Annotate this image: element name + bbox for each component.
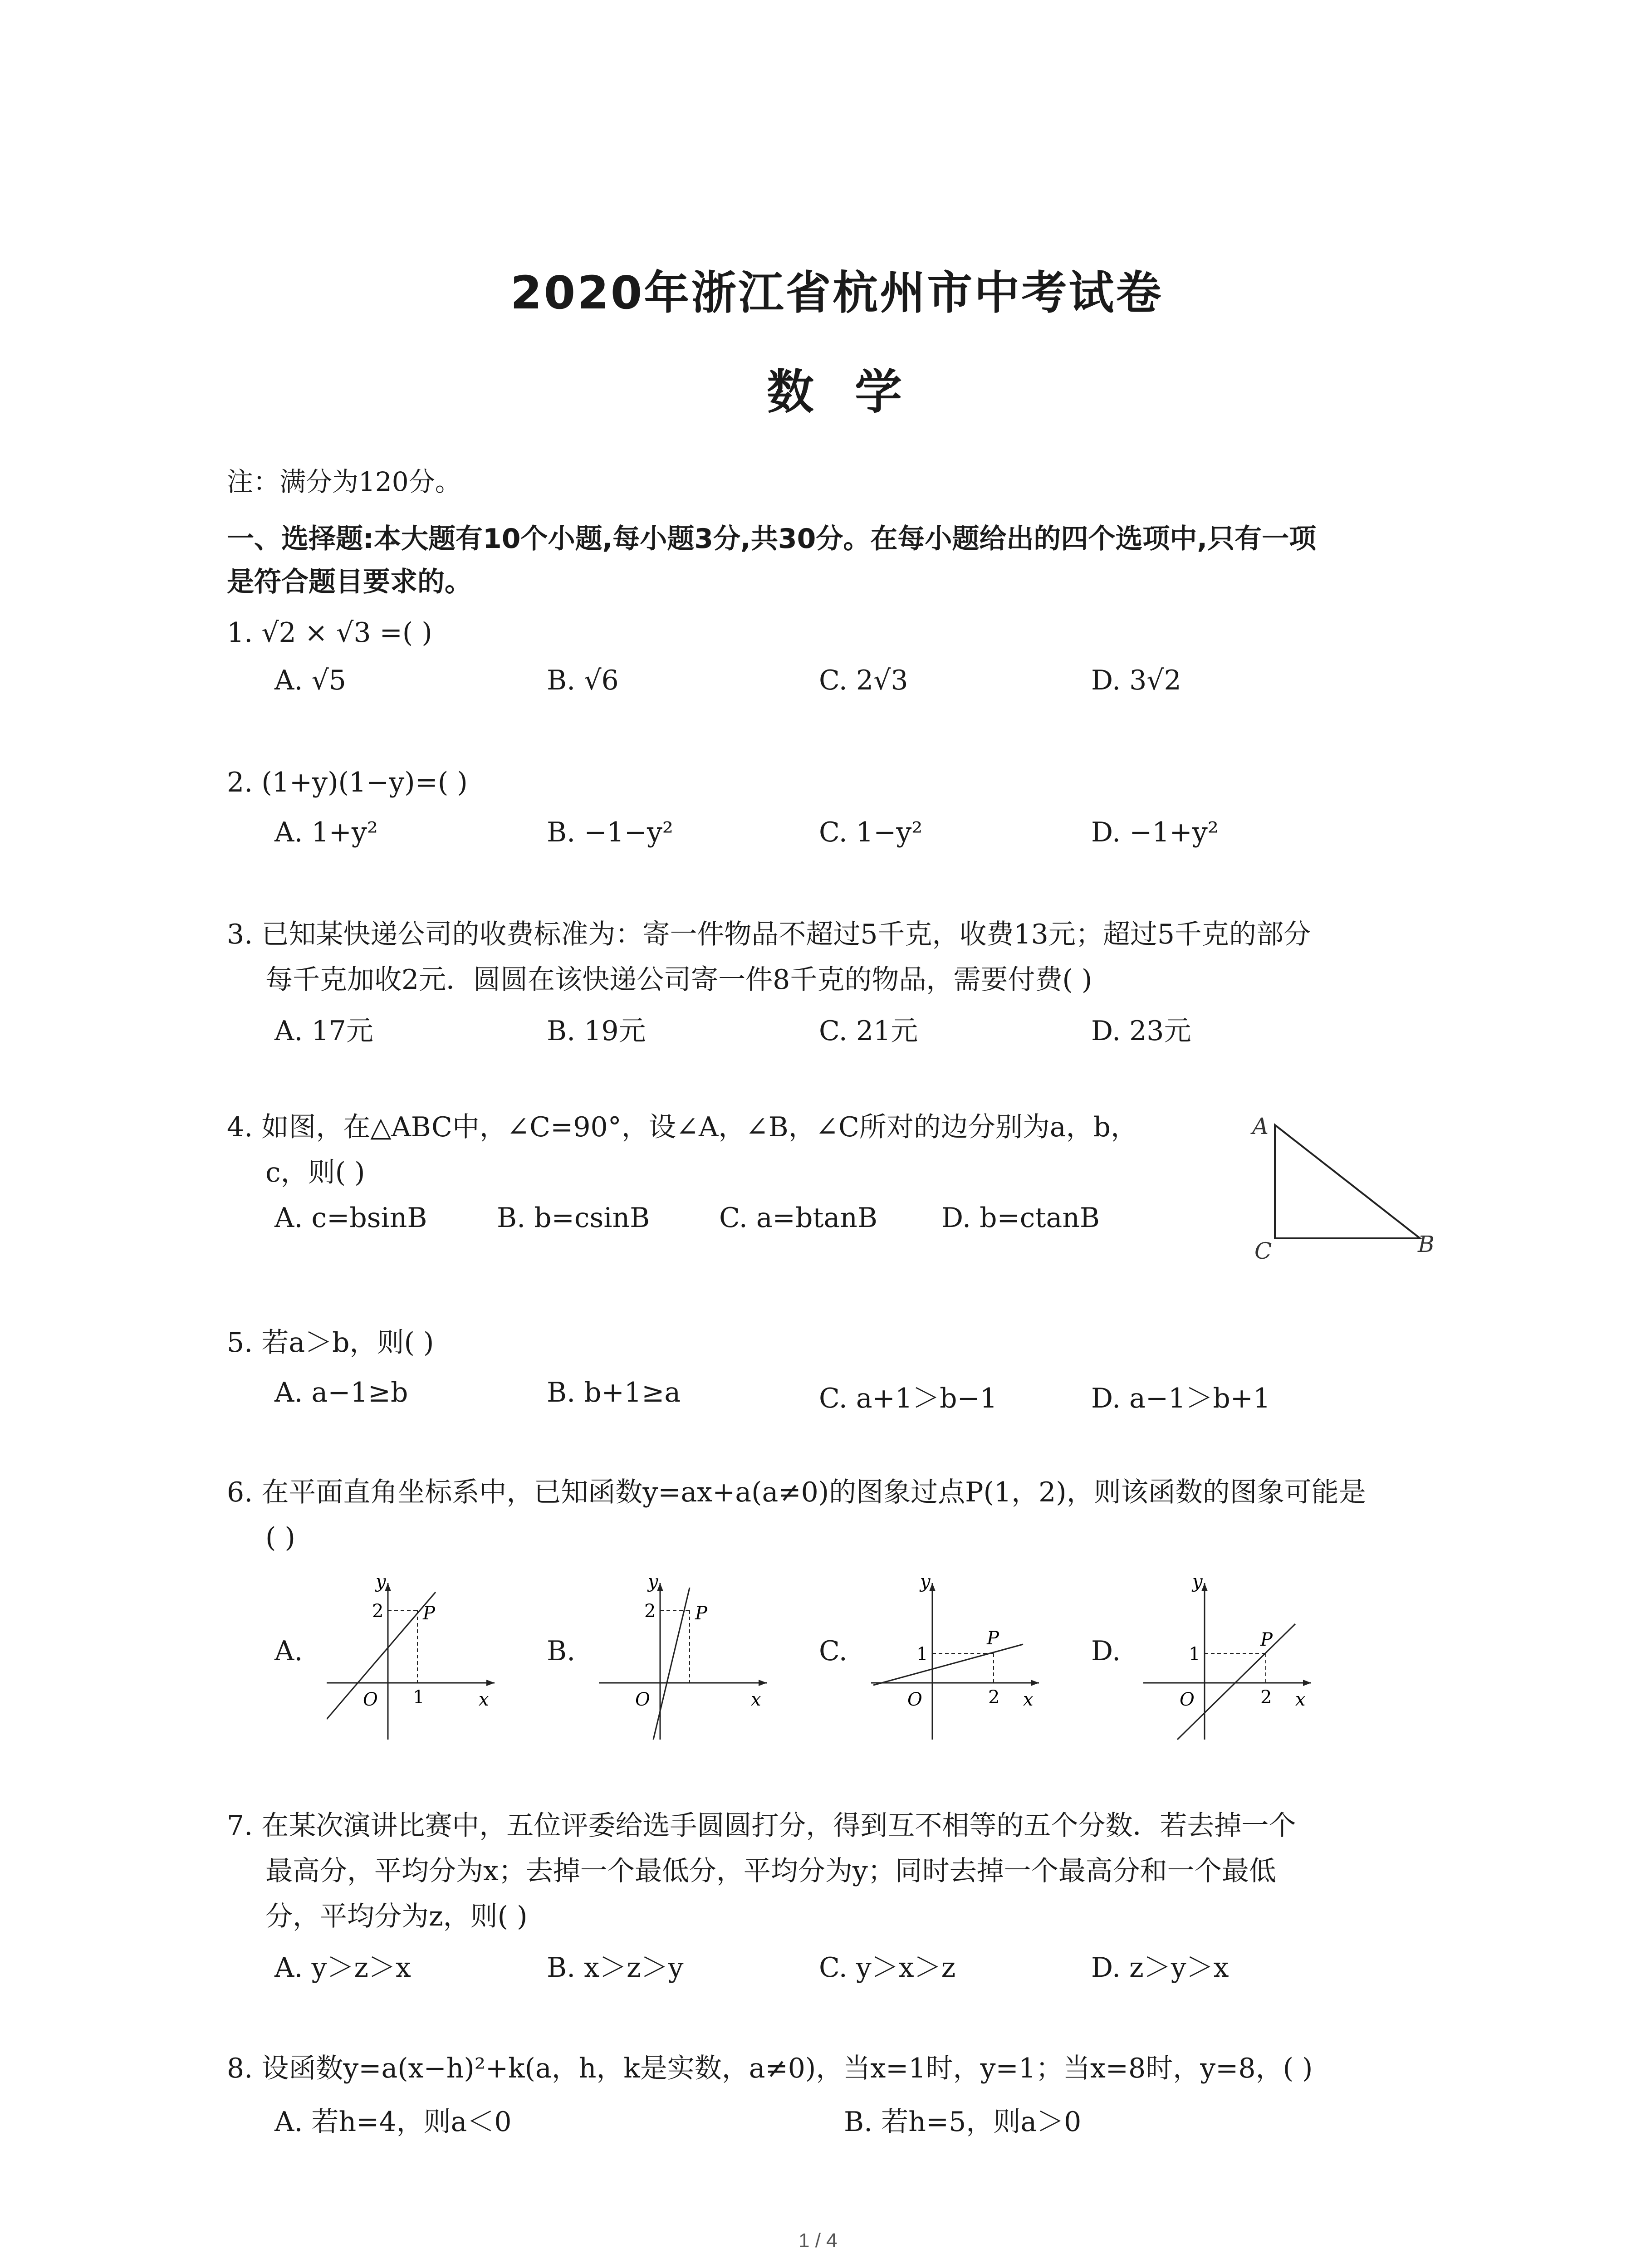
section-header-line1: 一、选择题:本大题有10个小题,每小题3分,共30分。在每小题给出的四个选项中,只有一项 [227,523,1317,555]
question-7-option-a: A. y＞z＞x [274,1952,411,1984]
graph-origin: O [907,1689,922,1710]
graph-point-p: P [695,1603,707,1624]
x-axis-arrow [486,1680,495,1686]
graph-tick-1: 1 [916,1644,928,1665]
question-4-option-b: B. b=csinB [497,1202,650,1234]
graph-y-label: y [376,1574,386,1592]
graph-option-b [599,1574,771,1742]
graph-option-d [1143,1574,1316,1742]
graph-x-label: x [1295,1689,1306,1710]
triangle-abc-figure [1239,1107,1447,1270]
question-8-option-a: A. 若h=4，则a＜0 [274,2106,512,2138]
graph-tick-1: 1 [413,1687,425,1708]
graph-x-label: x [479,1689,489,1710]
question-2-stem: 2. (1+y)(1−y)=( ) [227,767,468,798]
question-7-option-c: C. y＞x＞z [819,1952,956,1984]
question-6-option-c-label: C. [819,1635,847,1667]
graph-origin: O [1180,1689,1195,1710]
question-3-stem-line1: 3. 已知某快递公司的收费标准为：寄一件物品不超过5千克，收费13元；超过5千克的部分 [227,919,1311,950]
graph-tick-2: 2 [1260,1687,1272,1708]
question-2-option-b: B. −1−y² [547,816,673,848]
question-1-option-a: A. √5 [274,665,346,696]
question-5-option-a: A. a−1≥b [274,1377,408,1408]
question-4-option-c: C. a=btanB [719,1202,877,1234]
graph-y-label: y [1192,1574,1203,1592]
question-1-option-d: D. 3√2 [1091,665,1181,696]
x-axis-arrow [759,1680,767,1686]
question-5-option-d: D. a−1＞b+1 [1091,1383,1271,1414]
triangle-label-a: A [1252,1113,1269,1139]
triangle-label-c: C [1254,1238,1272,1264]
graph-tick-2: 2 [644,1601,656,1622]
question-4-stem-line1: 4. 如图，在△ABC中，∠C=90°，设∠A，∠B，∠C所对的边分别为a，b， [227,1111,1138,1143]
question-5-option-c: C. a+1＞b−1 [819,1383,997,1414]
question-6-option-d-label: D. [1091,1635,1121,1667]
question-1-stem: 1. √2 × √3 =( ) [227,617,432,649]
question-7-stem-line2: 最高分，平均分为x；去掉一个最低分，平均分为y；同时去掉一个最高分和一个最低 [265,1855,1276,1887]
graph-tick-1: 1 [1189,1644,1200,1665]
graph-option-c [871,1574,1043,1742]
question-3-option-b: B. 19元 [547,1015,646,1047]
question-5-option-b: B. b+1≥a [547,1377,681,1408]
graph-option-a [327,1574,499,1742]
page-title: 2020年浙江省杭州市中考试卷 [510,266,1163,319]
question-7-stem-line1: 7. 在某次演讲比赛中，五位评委给选手圆圆打分，得到互不相等的五个分数．若去掉一个 [227,1810,1296,1842]
graph-point-p: P [987,1628,999,1649]
triangle-label-b: B [1418,1231,1435,1257]
question-8-stem: 8. 设函数y=a(x−h)²+k(a，h，k是实数，a≠0)，当x=1时，y=1；当x=8时，y=8，( ) [227,2053,1313,2084]
section-header-line2: 是符合题目要求的。 [227,566,472,598]
graph-tick-2: 2 [988,1687,1000,1708]
question-1-option-c: C. 2√3 [819,665,908,696]
x-axis-arrow [1303,1680,1311,1686]
question-6-option-b-label: B. [547,1635,576,1667]
question-6-stem-line2: ( ) [265,1522,295,1554]
question-2-option-d: D. −1+y² [1091,816,1219,848]
graph-origin: O [635,1689,650,1710]
question-7-option-b: B. x＞z＞y [547,1952,684,1984]
graph-point-p: P [1260,1629,1273,1650]
question-3-stem-line2: 每千克加收2元．圆圆在该快递公司寄一件8千克的物品，需要付费( ) [265,964,1092,996]
function-line [653,1588,690,1740]
question-8-option-b: B. 若h=5，则a＞0 [844,2106,1082,2138]
question-5-stem: 5. 若a＞b，则( ) [227,1327,434,1359]
graph-y-label: y [920,1574,931,1592]
graph-x-label: x [1023,1689,1034,1710]
question-3-option-a: A. 17元 [274,1015,373,1047]
triangle-abc [1275,1125,1420,1238]
function-line [873,1644,1023,1685]
question-1-option-b: B. √6 [547,665,619,696]
question-7-option-d: D. z＞y＞x [1091,1952,1229,1984]
question-3-option-c: C. 21元 [819,1015,918,1047]
subject-title: 数学 [767,364,943,420]
page-number: 1 / 4 [798,2229,838,2252]
graph-y-label: y [648,1574,658,1592]
score-note: 注：满分为120分。 [227,466,461,497]
question-4-stem-line2: c，则( ) [265,1157,365,1188]
graph-point-p: P [423,1603,435,1624]
graph-origin: O [363,1689,378,1710]
question-2-option-c: C. 1−y² [819,816,923,848]
question-4-option-a: A. c=bsinB [274,1202,427,1234]
question-3-option-d: D. 23元 [1091,1015,1191,1047]
question-4-option-d: D. b=ctanB [941,1202,1100,1234]
question-7-stem-line3: 分，平均分为z，则( ) [265,1901,528,1932]
question-2-option-a: A. 1+y² [274,816,378,848]
function-line [1177,1624,1295,1740]
question-6-stem-line1: 6. 在平面直角坐标系中，已知函数y=ax+a(a≠0)的图象过点P(1，2)，则该函数的图象可能是 [227,1476,1366,1508]
question-6-option-a-label: A. [274,1635,303,1667]
graph-tick-2: 2 [372,1601,384,1622]
graph-x-label: x [751,1689,761,1710]
x-axis-arrow [1031,1680,1039,1686]
